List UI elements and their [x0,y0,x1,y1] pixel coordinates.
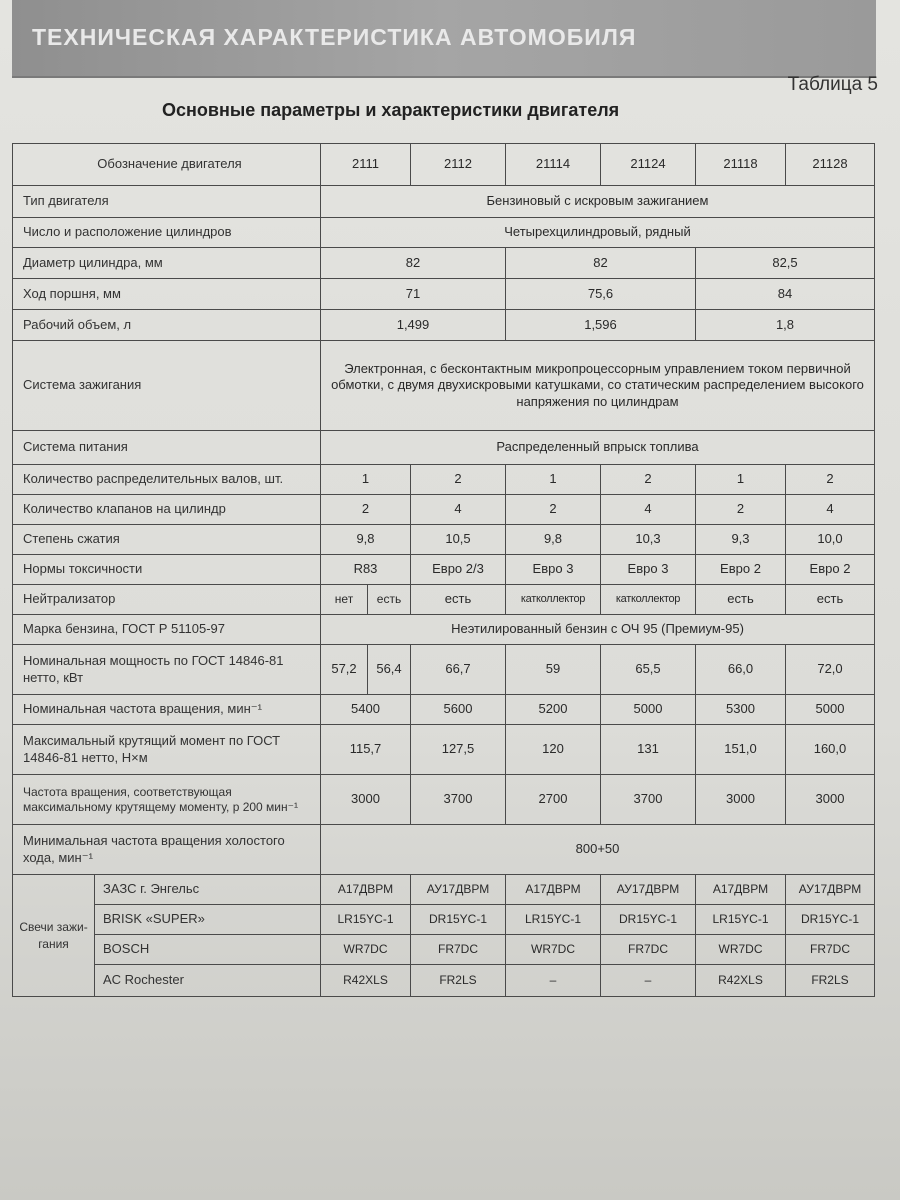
plug-value: FR7DC [786,935,875,965]
plug-value: АУ17ДВРМ [601,875,696,905]
row-value: 66,7 [411,645,506,695]
row-value: 82,5 [696,248,875,279]
table-row [13,186,875,218]
plug-brand: ЗАЗС г. Энгельс [95,875,321,905]
table-row [13,555,875,585]
row-value: есть [368,585,411,615]
row-label: Рабочий объем, л [13,310,321,341]
plug-value: WR7DC [321,935,411,965]
plug-value: FR2LS [411,965,506,997]
row-value: Евро 2/3 [411,555,506,585]
row-value: есть [696,585,786,615]
table-number: Таблица 5 [787,74,878,95]
table-row [13,725,875,775]
plug-value: А17ДВРМ [696,875,786,905]
row-value: 4 [601,495,696,525]
plug-value: LR15YC-1 [506,905,601,935]
section-banner [12,0,876,78]
row-value: 82 [321,248,506,279]
table-row [13,465,875,495]
table-row [13,775,875,825]
row-value: катколлектор [601,585,696,615]
row-value: 5000 [601,695,696,725]
row-value: Неэтилированный бензин с ОЧ 95 (Премиум-95) [321,615,875,645]
row-value: 120 [506,725,601,775]
plug-value: АУ17ДВРМ [786,875,875,905]
row-label: Степень сжатия [13,525,321,555]
row-value: 72,0 [786,645,875,695]
row-value: Распределенный впрыск топлива [321,431,875,465]
plug-value: АУ17ДВРМ [411,875,506,905]
row-value: 2700 [506,775,601,825]
row-value: 5600 [411,695,506,725]
row-label: Минимальная частота вращения холостого хода, мин⁻¹ [13,825,321,875]
spark-plugs-label: Свечи зажи-гания [13,875,95,997]
table-row [13,495,875,525]
table-row [13,825,875,875]
row-value: 131 [601,725,696,775]
row-value: 71 [321,279,506,310]
table-row [13,144,875,186]
row-value: 3000 [321,775,411,825]
plug-value: DR15YC-1 [786,905,875,935]
row-value: 57,2 [321,645,368,695]
row-value: 4 [411,495,506,525]
row-value: 65,5 [601,645,696,695]
row-value: 2 [506,495,601,525]
row-value: 59 [506,645,601,695]
plug-brand: BOSCH [95,935,321,965]
row-value: 2 [601,465,696,495]
row-label: Нормы токсичности [13,555,321,585]
plug-value: FR7DC [601,935,696,965]
engine-code: 2111 [321,144,411,186]
row-value: 1 [321,465,411,495]
row-value: Четырехцилиндровый, рядный [321,218,875,248]
row-label: Количество распределительных валов, шт. [13,465,321,495]
row-value: 9,3 [696,525,786,555]
row-value: 1,8 [696,310,875,341]
engine-spec-table [12,143,875,997]
engine-label: Обозначение двигателя [13,144,321,186]
row-value: есть [786,585,875,615]
row-value: 10,0 [786,525,875,555]
row-value: катколлектор [506,585,601,615]
table-row [13,585,875,615]
row-label: Число и расположение цилиндров [13,218,321,248]
row-value: 151,0 [696,725,786,775]
table-row [13,695,875,725]
row-label: Номинальная мощность по ГОСТ 14846-81 нетто, кВт [13,645,321,695]
plug-value: DR15YC-1 [411,905,506,935]
row-value: 82 [506,248,696,279]
plug-value: FR7DC [411,935,506,965]
row-value: 1,596 [506,310,696,341]
table-row [13,218,875,248]
row-value: Электронная, с бесконтактным микропроцессорным управлением током первичной обмотки, с двумя двухискровыми катушками, со статическим распределением высокого напряжения по цилиндрам [321,341,875,431]
row-value: 115,7 [321,725,411,775]
plug-value: FR2LS [786,965,875,997]
row-value: 127,5 [411,725,506,775]
row-value: 1 [696,465,786,495]
row-value: 2 [696,495,786,525]
row-value: Евро 2 [696,555,786,585]
row-value: 10,5 [411,525,506,555]
plug-value: WR7DC [506,935,601,965]
table-row [13,935,875,965]
row-value: 800+50 [321,825,875,875]
plug-value: LR15YC-1 [321,905,411,935]
table-row [13,525,875,555]
row-value: 5300 [696,695,786,725]
row-value: 9,8 [506,525,601,555]
engine-code: 21118 [696,144,786,186]
table-row [13,965,875,997]
row-value: 5200 [506,695,601,725]
plug-value: R42XLS [696,965,786,997]
row-value: 160,0 [786,725,875,775]
plug-brand: AC Rochester [95,965,321,997]
plug-value: DR15YC-1 [601,905,696,935]
row-value: Бензиновый с искровым зажиганием [321,186,875,218]
plug-value: А17ДВРМ [506,875,601,905]
engine-code: 21114 [506,144,601,186]
table-title: Основные параметры и характеристики двигателя [162,100,620,120]
table-row [13,341,875,431]
row-value: нет [321,585,368,615]
row-value: 5000 [786,695,875,725]
row-label: Ход поршня, мм [13,279,321,310]
table-row [13,875,875,905]
row-label: Номинальная частота вращения, мин⁻¹ [13,695,321,725]
row-value: Евро 3 [601,555,696,585]
row-value: 1 [506,465,601,495]
row-value: R83 [321,555,411,585]
row-value: 2 [786,465,875,495]
plug-brand: BRISK «SUPER» [95,905,321,935]
table-row [13,248,875,279]
row-value: 2 [321,495,411,525]
row-value: 75,6 [506,279,696,310]
row-value: 3000 [696,775,786,825]
row-label: Количество клапанов на цилиндр [13,495,321,525]
row-label: Тип двигателя [13,186,321,218]
row-value: 84 [696,279,875,310]
table-row [13,431,875,465]
plug-value: WR7DC [696,935,786,965]
row-value: 10,3 [601,525,696,555]
row-value: 56,4 [368,645,411,695]
row-label: Нейтрализатор [13,585,321,615]
row-label: Частота вращения, соответствующая максимальному крутящему моменту, р 200 мин⁻¹ [13,775,321,825]
plug-value: – [601,965,696,997]
row-value: 66,0 [696,645,786,695]
plug-value: R42XLS [321,965,411,997]
row-label: Диаметр цилиндра, мм [13,248,321,279]
banner-title: ТЕХНИЧЕСКАЯ ХАРАКТЕРИСТИКА АВТОМОБИЛЯ [32,24,637,50]
row-value: 3700 [601,775,696,825]
row-value: 3000 [786,775,875,825]
table-row [13,645,875,695]
row-label: Марка бензина, ГОСТ Р 51105-97 [13,615,321,645]
row-value: 5400 [321,695,411,725]
row-value: 9,8 [321,525,411,555]
table-row [13,279,875,310]
table-row [13,615,875,645]
row-label: Максимальный крутящий момент по ГОСТ 14846-81 нетто, Н×м [13,725,321,775]
plug-value: LR15YC-1 [696,905,786,935]
row-value: Евро 2 [786,555,875,585]
row-label: Система питания [13,431,321,465]
row-value: 1,499 [321,310,506,341]
engine-code: 2112 [411,144,506,186]
engine-code: 21124 [601,144,696,186]
row-value: 2 [411,465,506,495]
plug-value: А17ДВРМ [321,875,411,905]
row-value: 3700 [411,775,506,825]
row-value: 4 [786,495,875,525]
row-label: Система зажигания [13,341,321,431]
table-row [13,905,875,935]
plug-value: – [506,965,601,997]
table-row [13,310,875,341]
row-value: Евро 3 [506,555,601,585]
row-value: есть [411,585,506,615]
engine-code: 21128 [786,144,875,186]
